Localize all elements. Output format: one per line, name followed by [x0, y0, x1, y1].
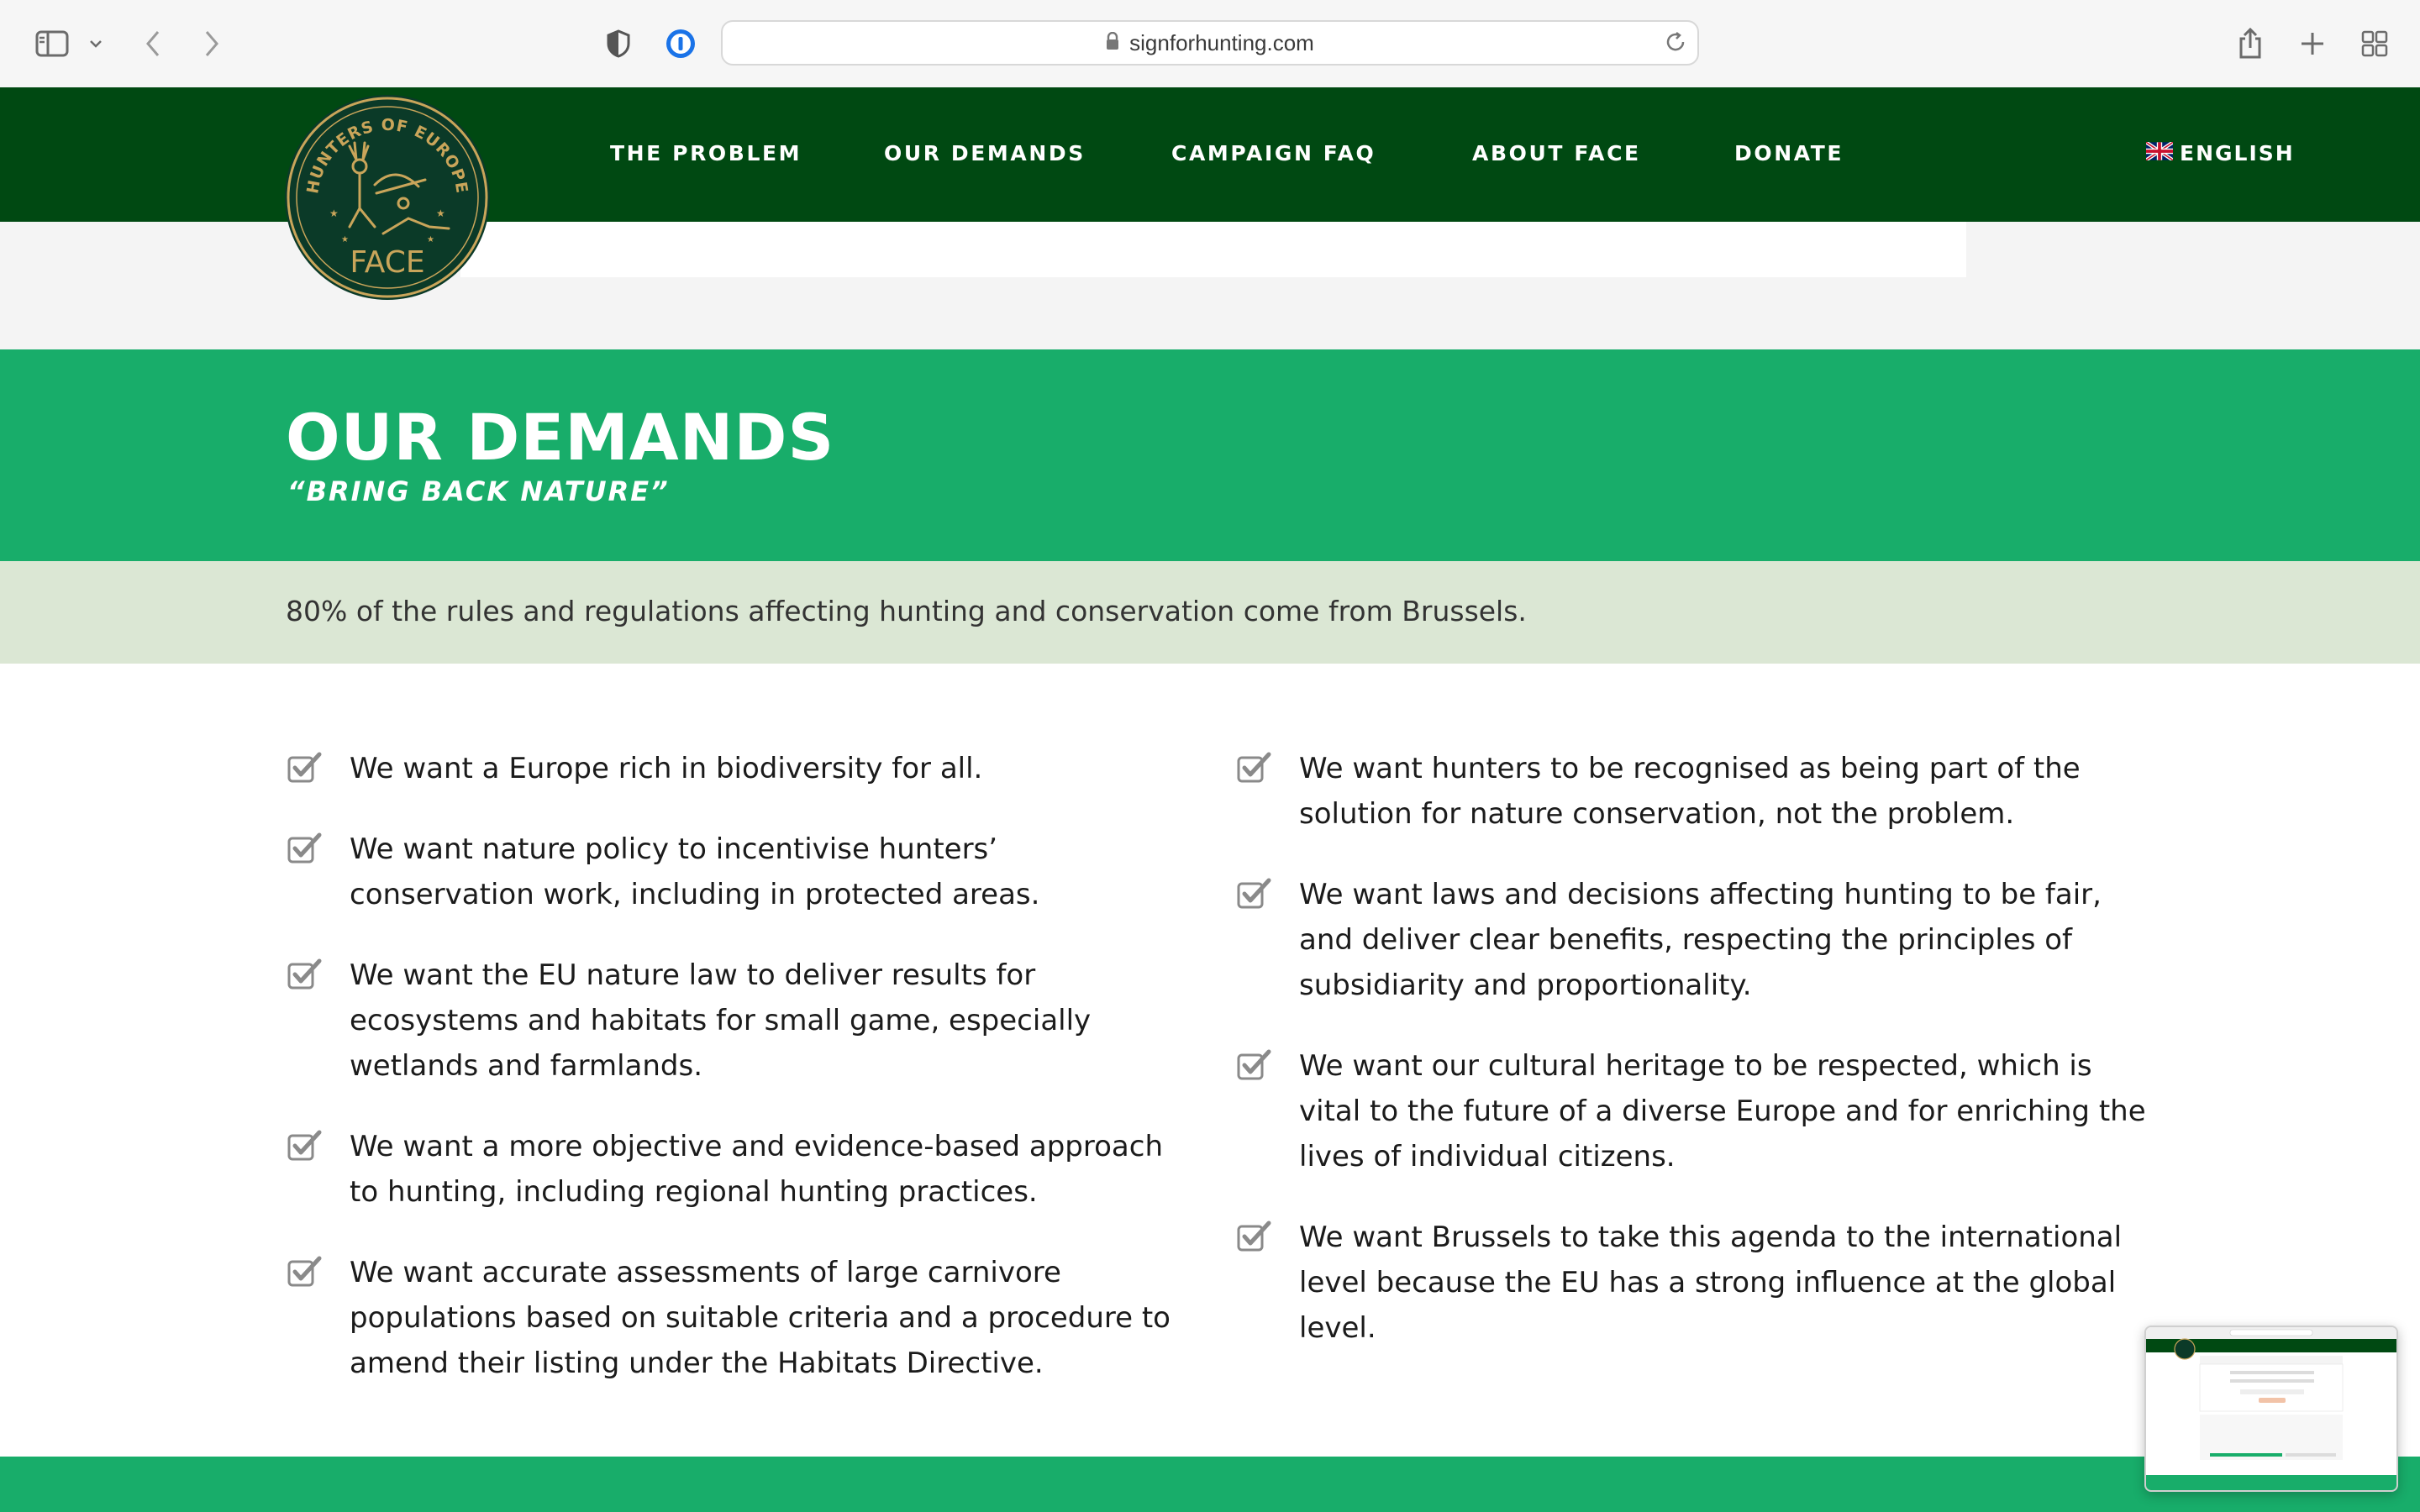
list-item [287, 746, 1178, 791]
forward-icon[interactable] [198, 22, 225, 66]
checkbox-checked-icon [287, 1129, 323, 1174]
intro-text: 80% of the rules and regulations affecting hunting and conservation come from Brussels. [286, 595, 1527, 627]
checkbox-checked-icon [287, 832, 323, 877]
white-panel [460, 222, 1966, 277]
demand-text: We want the EU nature law to deliver results for ecosystems and habitats for small game, especially wetlands and farmlands. [350, 958, 1092, 1083]
checkbox-checked-icon [1237, 751, 1272, 796]
demand-text: We want a more objective and evidence-based approach to hunting, including regional hunting practices. [350, 1130, 1164, 1209]
footer-band [0, 1457, 2420, 1512]
plus-icon[interactable] [2297, 22, 2328, 66]
list-item [287, 1250, 1178, 1386]
privacy-shield-icon[interactable] [603, 22, 634, 66]
intro-band [0, 561, 2420, 664]
list-item [287, 827, 1178, 917]
demand-text: We want laws and decisions affecting hunting to be fair, and deliver clear benefits, respecting the principles of subsidiarity and proportionality. [1299, 878, 2102, 1002]
svg-text:★: ★ [436, 207, 445, 219]
svg-text:★: ★ [427, 235, 434, 244]
sidebar-icon[interactable] [34, 22, 71, 66]
face-logo[interactable] [282, 92, 492, 302]
nav-campaign-faq[interactable]: CAMPAIGN FAQ [1171, 141, 1376, 165]
page-thumbnail-preview[interactable] [2144, 1326, 2398, 1492]
lock-icon [1106, 30, 1119, 56]
chevron-down-icon[interactable] [86, 22, 106, 66]
demand-text: We want our cultural heritage to be respected, which is vital to the future of a diverse Europe and for enriching the lives of individual citizens. [1299, 1049, 2146, 1173]
list-item [287, 953, 1178, 1089]
list-item [287, 1124, 1178, 1215]
tab-overview-icon[interactable] [2360, 22, 2390, 66]
list-item [1237, 1043, 2153, 1179]
checkbox-checked-icon [1237, 1220, 1272, 1265]
language-label: ENGLISH [2180, 141, 2295, 165]
svg-text:★: ★ [341, 235, 349, 244]
uk-flag-icon [2146, 141, 2173, 165]
demand-text: We want Brussels to take this agenda to the international level because the EU has a strong influence at the global level. [1299, 1221, 2123, 1345]
language-selector[interactable] [2146, 141, 2295, 165]
demand-text: We want accurate assessments of large carnivore populations based on suitable criteria and a procedure to amend their listing under the Habitats Directive. [350, 1256, 1171, 1380]
checkbox-checked-icon [287, 958, 323, 1003]
checkbox-checked-icon [1237, 877, 1272, 922]
logo-arc-text: HUNTERS OF EUROPE [303, 115, 471, 196]
url-text: signforhunting.com [1129, 29, 1314, 55]
list-item [1237, 746, 2153, 837]
checkbox-checked-icon [287, 1255, 323, 1300]
demand-text: We want hunters to be recognised as being part of the solution for nature conservation, not the problem. [1299, 752, 2081, 831]
svg-text:★: ★ [329, 207, 339, 219]
hero-banner [0, 349, 2420, 561]
browser-toolbar [0, 0, 2420, 88]
password-manager-icon[interactable] [664, 22, 697, 66]
page-subtitle: “BRING BACK NATURE” [287, 475, 670, 507]
demands-left-column [287, 746, 1178, 1421]
back-icon[interactable] [139, 22, 166, 66]
checkbox-checked-icon [287, 751, 323, 796]
demands-right-column [1237, 746, 2153, 1386]
nav-donate[interactable]: DONATE [1734, 141, 1844, 165]
nav-the-problem[interactable]: THE PROBLEM [610, 141, 802, 165]
page-title: OUR DEMANDS [286, 400, 835, 475]
nav-our-demands[interactable]: OUR DEMANDS [884, 141, 1086, 165]
nav-about-face[interactable]: ABOUT FACE [1472, 141, 1641, 165]
share-icon[interactable] [2235, 22, 2265, 66]
address-bar[interactable] [721, 20, 1699, 66]
list-item [1237, 1215, 2153, 1351]
logo-name: FACE [350, 245, 425, 280]
list-item [1237, 872, 2153, 1008]
checkbox-checked-icon [1237, 1048, 1272, 1094]
demand-text: We want a Europe rich in biodiversity for all. [350, 752, 983, 785]
demand-text: We want nature policy to incentivise hunters’ conservation work, including in protected areas. [350, 832, 1040, 911]
reload-icon[interactable] [1664, 30, 1687, 57]
